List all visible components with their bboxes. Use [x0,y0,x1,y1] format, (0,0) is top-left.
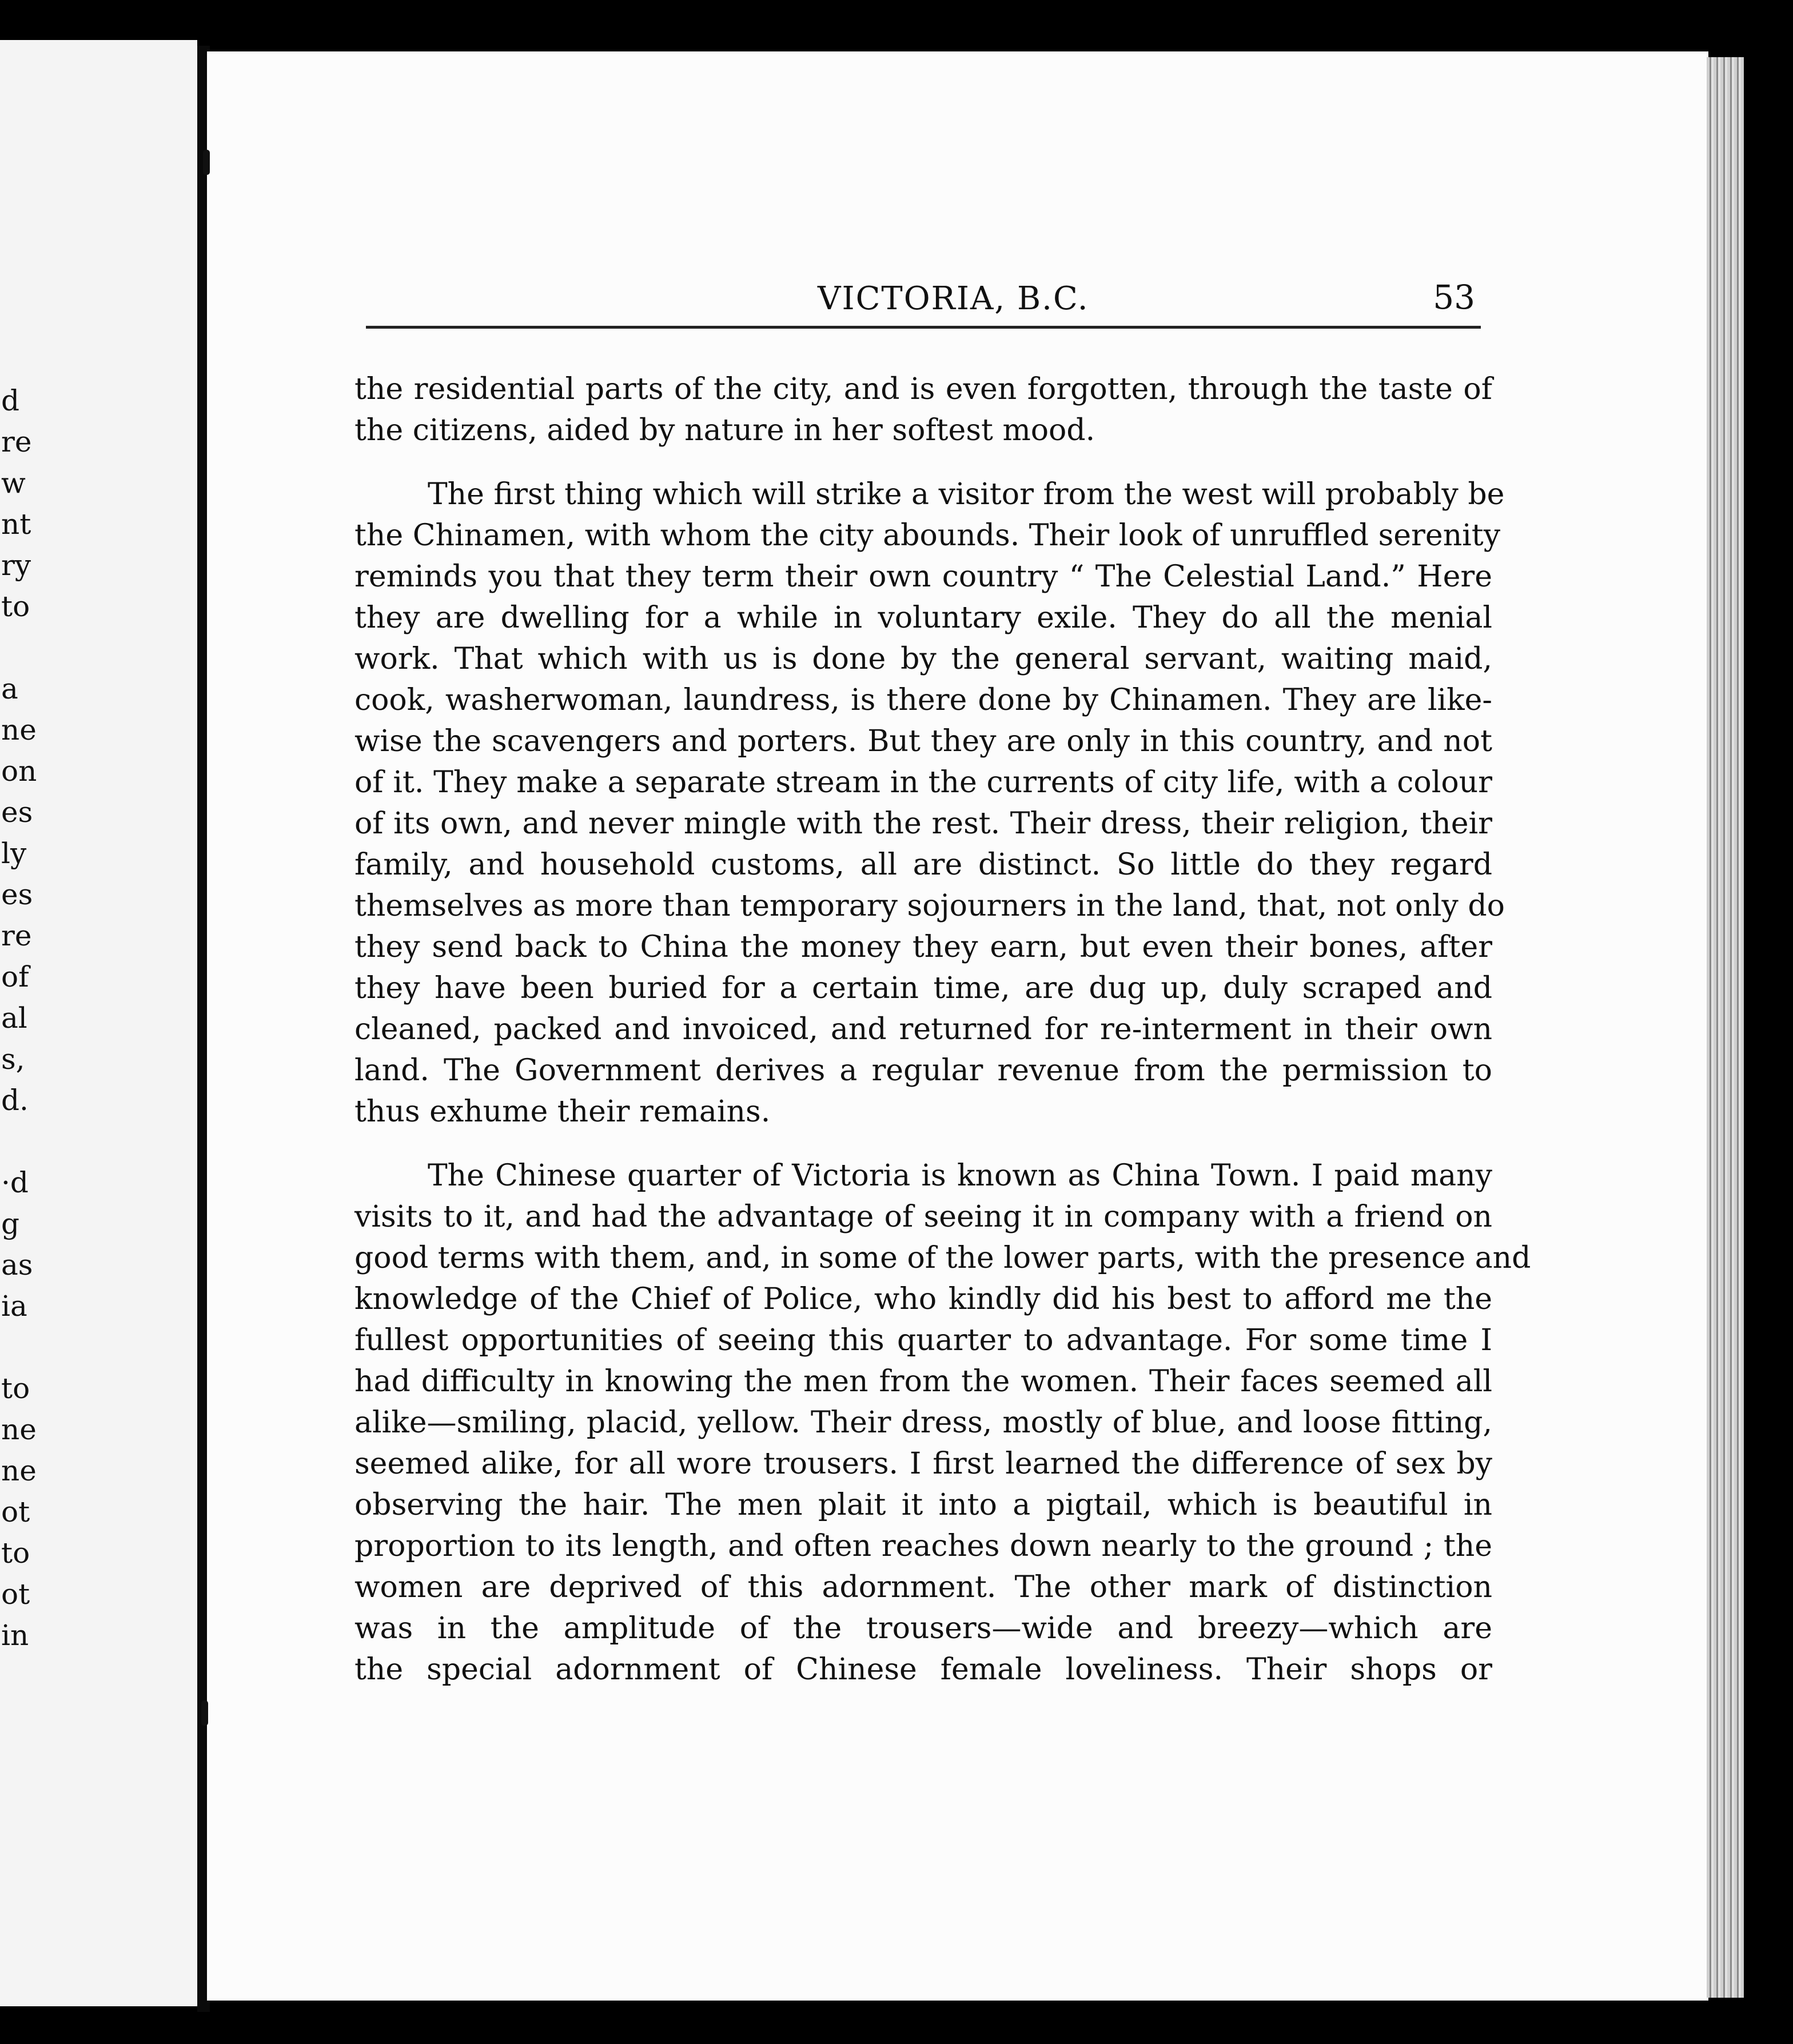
binding-mark-bottom [201,1700,208,1726]
left-page-fragment-line: g [1,1207,20,1240]
text-line: fullest opportunities of seeing this quarter to advantage. For some time I [354,1323,1492,1358]
text-line: they send back to China the money they earn, but even their bones, after [354,930,1492,964]
left-page-fragment-line: d. [1,1084,29,1117]
left-page-fragment-line: es [1,796,33,829]
text-line: women are deprived of this adornment. The other mark of distinction [354,1570,1492,1604]
text-line: good terms with them, and, in some of the lower parts, with the presence and [354,1241,1531,1275]
binding-mark-top [203,150,210,175]
left-page-fragment-line: es [1,878,33,911]
left-page-fragment-line: in [1,1619,29,1652]
left-page-fragment-line: ot [1,1495,30,1528]
paragraph-1 [354,369,1492,451]
text-line: the citizens, aided by nature in her softest mood. [354,413,1095,448]
text-line: of it. They make a separate stream in the currents of city life, with a colour [354,765,1492,800]
left-page-fragment-line: w [1,466,26,500]
page-number: 53 [1433,278,1475,317]
text-line: of its own, and never mingle with the rest. Their dress, their religion, their [354,807,1492,841]
left-page-fragment-line: ot [1,1578,30,1611]
left-page-fragment-line: as [1,1248,33,1282]
left-page-fragment-line: al [1,1001,27,1035]
left-page-fragment [0,40,197,2006]
left-page-fragment-line: to [1,1536,30,1570]
left-page-fragment-line: to [1,1372,30,1405]
text-line: the Chinamen, with whom the city abounds. Their look of unruffled serenity [354,518,1501,553]
text-line: knowledge of the Chief of Police, who kindly did his best to afford me the [354,1282,1492,1316]
left-page-fragment-line: ia [1,1290,27,1323]
left-page-fragment-line: a [1,672,18,705]
left-page-fragment-line: s, [1,1043,25,1076]
text-line: alike—smiling, placid, yellow. Their dress, mostly of blue, and loose fitting, [354,1406,1492,1440]
text-line: reminds you that they term their own country “ The Celestial Land.” Here [354,560,1492,594]
text-line: was in the amplitude of the trousers—wide and breezy—which are [354,1611,1492,1646]
text-line: work. That which with us is done by the general servant, waiting maid, [354,642,1492,676]
text-line: The Chinese quarter of Victoria is known as China Town. I paid many [428,1159,1492,1193]
left-page-fragment-line: of [1,960,29,993]
text-line: the residential parts of the city, and is even forgotten, through the taste of [354,372,1492,406]
left-page-fragment-line: nt [1,508,31,541]
left-page-fragment-line: d [1,384,20,417]
left-page-fragment-line: ne [1,1454,37,1487]
text-line: land. The Government derives a regular revenue from the permission to [354,1053,1492,1088]
text-line: seemed alike, for all wore trousers. I first learned the difference of sex by [354,1447,1492,1481]
text-line: proportion to its length, and often reaches down nearly to the ground ; the [354,1529,1492,1563]
paragraph-3 [354,1155,1531,1690]
text-line: cleaned, packed and invoiced, and returned for re-interment in their own [354,1012,1492,1047]
left-page-fragment-line: ne [1,713,37,746]
text-line: they are dwelling for a while in voluntary exile. They do all the menial [354,601,1492,635]
page-edges [1707,57,1744,1998]
text-line: observing the hair. The men plait it into a pigtail, which is beautiful in [354,1488,1492,1522]
text-line: the special adornment of Chinese female loveliness. Their shops or [354,1652,1492,1687]
left-page-fragment-line: ne [1,1413,37,1446]
left-page-fragment-line: on [1,754,37,788]
running-title: VICTORIA, B.C. [818,280,1089,317]
text-line: they have been buried for a certain time, are dug up, duly scraped and [354,971,1492,1005]
page-body [354,369,1531,1690]
left-page-fragment-line: to [1,590,30,623]
running-header [366,274,1481,329]
text-line: visits to it, and had the advantage of seeing it in company with a friend on [354,1200,1492,1234]
paragraph-2 [354,474,1505,1132]
left-page-fragment-line: re [1,919,32,952]
text-line: cook, washerwoman, laundress, is there done by Chinamen. They are like- [354,683,1492,717]
left-page-fragment-line: ly [1,837,27,870]
left-page-fragment-line: ry [1,549,31,582]
text-line: family, and household customs, all are distinct. So little do they regard [354,848,1492,882]
text-line: had difficulty in knowing the men from the women. Their faces seemed all [354,1364,1492,1399]
text-line: The first thing which will strike a visitor from the west will probably be [428,477,1505,512]
left-page-text-column [0,380,69,1656]
text-line: wise the scavengers and porters. But they are only in this country, and not [354,724,1492,758]
left-page-fragment-line: ·d [1,1166,29,1199]
text-line: themselves as more than temporary sojourners in the land, that, not only do [354,889,1505,923]
text-line: thus exhume their remains. [354,1095,771,1129]
left-page-fragment-line: re [1,425,32,458]
